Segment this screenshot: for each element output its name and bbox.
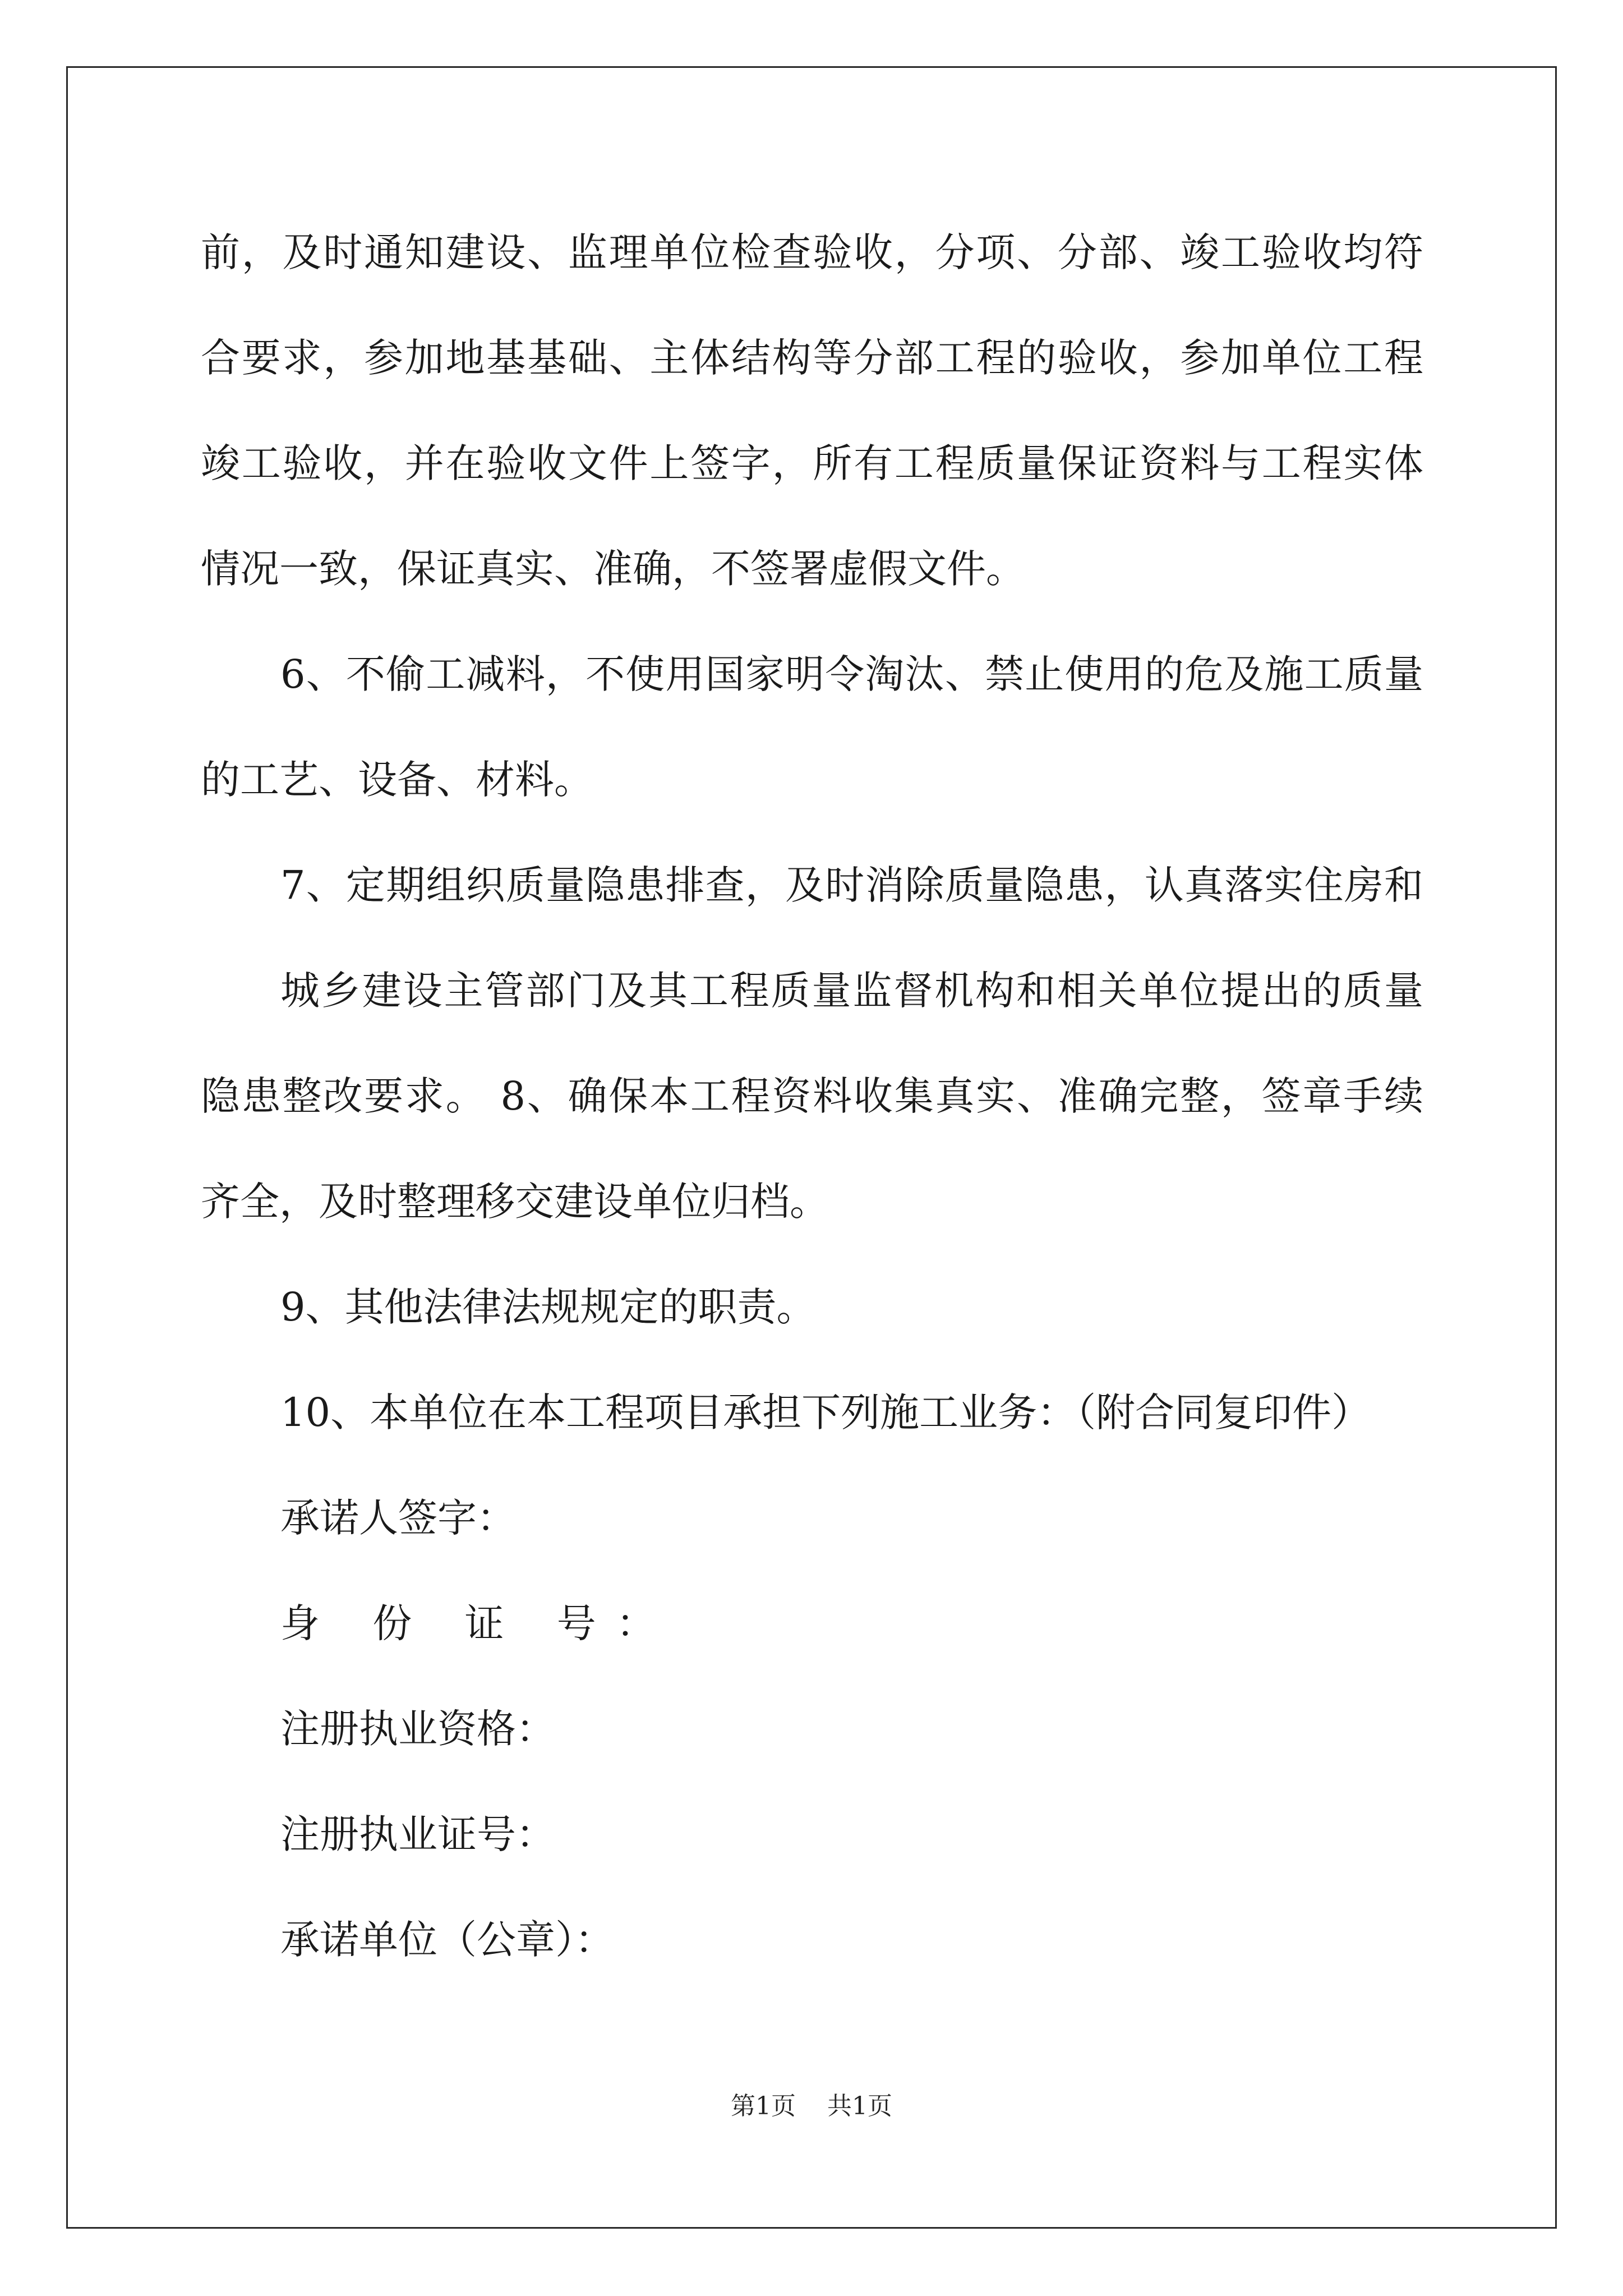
item-6-line: 的工艺、设备、材料。	[201, 757, 593, 803]
item-8-line: 隐患整改要求。 8、确保本工程资料收集真实、准确完整，签章手续	[201, 1073, 1423, 1119]
item-9-line: 9、其他法律法规规定的职责。	[280, 1284, 816, 1330]
signature-field-label: 承诺人签字：	[280, 1495, 516, 1541]
body-line: 前，及时通知建设、监理单位检查验收，分项、分部、竣工验收均符	[201, 229, 1423, 275]
body-line: 竣工验收，并在验收文件上签字，所有工程质量保证资料与工程实体	[201, 440, 1423, 486]
page-number: 第1页	[731, 2092, 796, 2120]
id-number-field-label: 身 份 证 号：	[280, 1600, 676, 1646]
body-line: 合要求，参加地基基础、主体结构等分部工程的验收，参加单位工程	[201, 335, 1423, 381]
company-seal-field-label: 承诺单位（公章）：	[280, 1917, 614, 1963]
page-border	[66, 66, 1557, 2229]
page-total: 共1页	[827, 2092, 892, 2120]
qualification-field-label: 注册执业资格：	[280, 1706, 555, 1752]
page-footer	[0, 2090, 1623, 2123]
item-6-line: 6、不偷工减料，不使用国家明令淘汰、禁止使用的危及施工质量	[280, 651, 1423, 697]
item-8-line: 齐全，及时整理移交建设单位归档。	[201, 1179, 829, 1225]
item-7-line: 7、定期组织质量隐患排查，及时消除质量隐患，认真落实住房和	[280, 862, 1423, 908]
item-7-line: 城乡建设主管部门及其工程质量监督机构和相关单位提出的质量	[280, 968, 1423, 1014]
item-10-line: 10、本单位在本工程项目承担下列施工业务：（附合同复印件）	[280, 1389, 1371, 1435]
license-number-field-label: 注册执业证号：	[280, 1811, 555, 1857]
body-line: 情况一致，保证真实、准确，不签署虚假文件。	[201, 546, 1025, 592]
